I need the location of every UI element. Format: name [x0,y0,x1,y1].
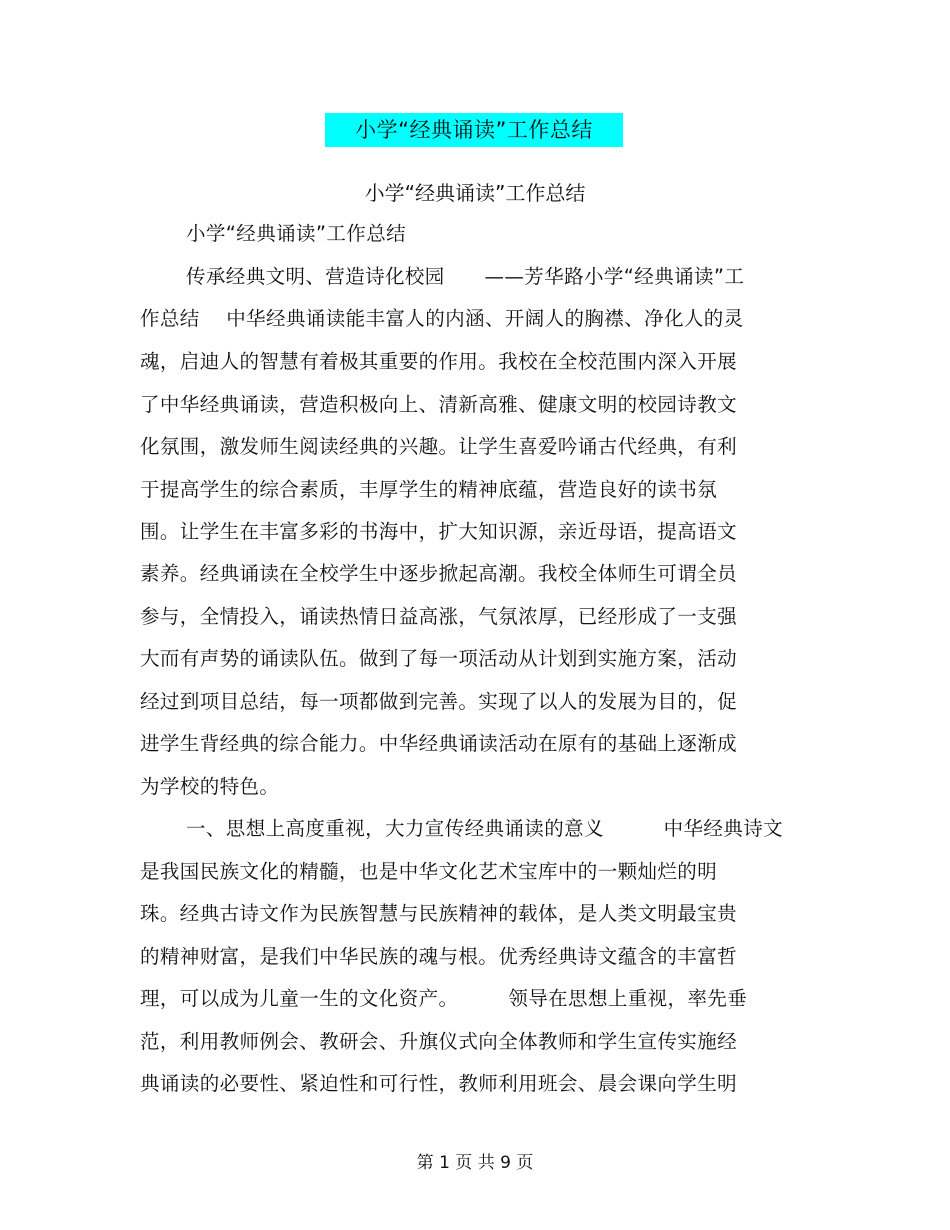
body-line: 于提高学生的综合素质，丰厚学生的精神底蕴，营造良好的读书氛 [140,478,718,501]
body-line: 小学“经典诵读”工作总结 [186,222,407,245]
body-line: 典诵读的必要性、紧迫性和可行性，教师利用班会、晨会课向学生明 [140,1072,738,1095]
body-line: 进学生背经典的综合能力。中华经典诵读活动在原有的基础上逐渐成 [140,732,738,755]
body-line: 传承经典文明、营造诗化校园 ——芳华路小学“经典诵读”工 [186,265,745,288]
body-line: 一、思想上高度重视，大力宣传经典诵读的意义 中华经典诗文 [186,817,784,840]
body-line: 理，可以成为儿童一生的文化资产。 领导在思想上重视，率先垂 [140,987,748,1010]
footer-total-pages: 9 [500,1153,511,1173]
footer-page-number: 1 [439,1153,450,1173]
page-footer [0,1152,950,1174]
document-title: 小学“经典诵读”工作总结 [325,113,623,147]
body-line: 参与，全情投入，诵读热情日益高涨，气氛浓厚，已经形成了一支强 [140,605,738,628]
body-line: 魂，启迪人的智慧有着极其重要的作用。我校在全校范围内深入开展 [140,350,738,373]
footer-middle: 页 共 [455,1153,495,1173]
body-line: 了中华经典诵读，营造积极向上、清新高雅、健康文明的校园诗教文 [140,393,738,416]
body-line: 围。让学生在丰富多彩的书海中，扩大知识源，亲近母语，提高语文 [140,520,738,543]
body-line: 珠。经典古诗文作为民族智慧与民族精神的载体，是人类文明最宝贵 [140,902,738,925]
footer-prefix: 第 [416,1153,434,1173]
body-line: 作总结 中华经典诵读能丰富人的内涵、开阔人的胸襟、净化人的灵 [140,307,744,330]
body-line: 范，利用教师例会、教研会、升旗仪式向全体教师和学生宣传实施经 [140,1030,738,1053]
body-line: 大而有声势的诵读队伍。做到了每一项活动从计划到实施方案，活动 [140,647,738,670]
body-line: 经过到项目总结，每一项都做到完善。实现了以人的发展为目的，促 [140,690,738,713]
body-line: 的精神财富，是我们中华民族的魂与根。优秀经典诗文蕴含的丰富哲 [140,945,738,968]
document-subtitle: 小学“经典诵读”工作总结 [364,181,586,205]
body-line: 是我国民族文化的精髓，也是中华文化艺术宝库中的一颗灿烂的明 [140,860,718,883]
footer-suffix: 页 [516,1153,534,1173]
body-line: 化氛围，激发师生阅读经典的兴趣。让学生喜爱吟诵古代经典，有利 [140,435,738,458]
body-line: 为学校的特色。 [140,775,280,798]
body-line: 素养。经典诵读在全校学生中逐步掀起高潮。我校全体师生可谓全员 [140,562,738,585]
